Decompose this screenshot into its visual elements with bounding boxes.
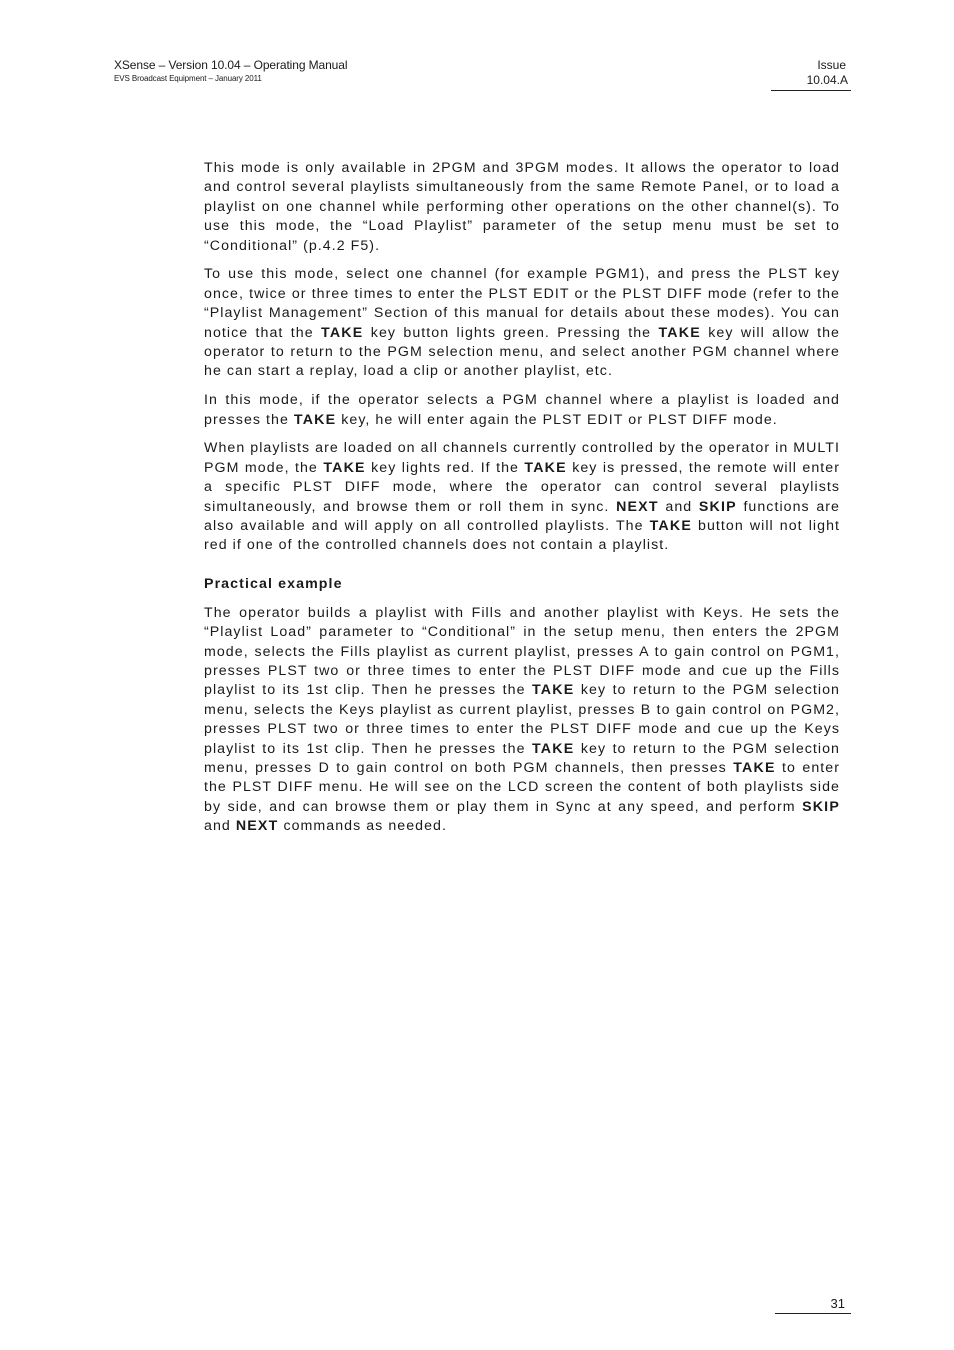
paragraph-practical-example: The operator builds a playlist with Fills and another playlist with Keys. He sets the “Playlist Load” parameter to “Conditional” in the setup menu, then enters the 2PGM mode, selects the Fills playlist as current playlist, presses A to gain control on PGM1, presses PLST two or three times to enter the PLST DIFF mode and cue up the Fills playlist to its 1st clip. Then he presses the TAKE key to return to the PGM selection menu, selects the Keys playlist as current playlist, presses B to gain control on PGM2, presses PLST two or three times to enter the PLST DIFF mode and cue up the Keys playlist to its 1st clip. Then he presses the TAKE key to return to the PGM selection menu, presses D to gain control on both PGM channels, then presses TAKE to enter the PLST DIFF menu. He will see on the LCD screen the content of both playlists side by side, and can browse them or play them in Sync at any speed, and perform SKIP and NEXT commands as needed. bbox=[204, 604, 840, 835]
paragraph-all-channels: When playlists are loaded on all channels currently controlled by the operator in MULTI PGM mode, the TAKE key lights red. If the TAKE key is pressed, the remote will enter a specific PLST DIFF mode, where the operator can control several playlists simultaneously, and browse them or roll them in sync. NEXT and SKIP functions are also available and will apply on all controlled playlists. The TAKE button will not light red if one of the controlled channels does not contain a playlist. bbox=[204, 440, 841, 554]
issue-label: Issue bbox=[817, 58, 846, 72]
document-subtitle: EVS Broadcast Equipment – January 2011 bbox=[114, 74, 262, 83]
keyword-take: TAKE bbox=[532, 682, 575, 699]
keyword-take: TAKE bbox=[658, 324, 701, 341]
page-footer bbox=[775, 1295, 851, 1314]
keyword-take: TAKE bbox=[293, 411, 337, 428]
body-text bbox=[204, 159, 840, 846]
section-heading: Practical example bbox=[204, 575, 343, 592]
page-number: 31 bbox=[830, 1296, 845, 1311]
running-header bbox=[114, 58, 347, 84]
issue-block bbox=[771, 58, 851, 91]
keyword-take: TAKE bbox=[323, 459, 366, 476]
keyword-skip: SKIP bbox=[698, 498, 737, 515]
keyword-next: NEXT bbox=[235, 818, 279, 835]
issue-number: 10.04.A bbox=[771, 73, 851, 91]
document-title: XSense – Version 10.04 – Operating Manual bbox=[114, 58, 348, 72]
keyword-next: NEXT bbox=[616, 498, 659, 515]
paragraph-reenter: In this mode, if the operator selects a PGM channel where a playlist is loaded and presses the TAKE key, he will enter again the PLST EDIT or PLST DIFF mode. bbox=[204, 392, 840, 428]
paragraph-multi-pgm-intro: This mode is only available in 2PGM and 3PGM modes. It allows the operator to load and control several playlists simultaneously from the same Remote Panel, or to load a playlist on one channel while performing other operations on the other channel(s). To use this mode, the “Load Playlist” parameter of the setup menu must be set to “Conditional” (p.4.2 F5). bbox=[204, 160, 840, 254]
keyword-take: TAKE bbox=[321, 324, 364, 341]
keyword-take: TAKE bbox=[649, 518, 692, 535]
keyword-take: TAKE bbox=[733, 759, 776, 776]
keyword-skip: SKIP bbox=[802, 798, 840, 815]
keyword-take: TAKE bbox=[532, 740, 575, 757]
keyword-take: TAKE bbox=[524, 459, 567, 476]
paragraph-use-mode: To use this mode, select one channel (for example PGM1), and press the PLST key once, twice or three times to enter the PLST EDIT or the PLST DIFF mode (refer to the “Playlist Management” Section of this manual for details about these modes). You can notice that the TAKE key button lights green. Pressing the TAKE key will allow the operator to return to the PGM selection menu, and select another PGM channel where he can start a replay, load a clip or another playlist, etc. bbox=[204, 266, 840, 380]
